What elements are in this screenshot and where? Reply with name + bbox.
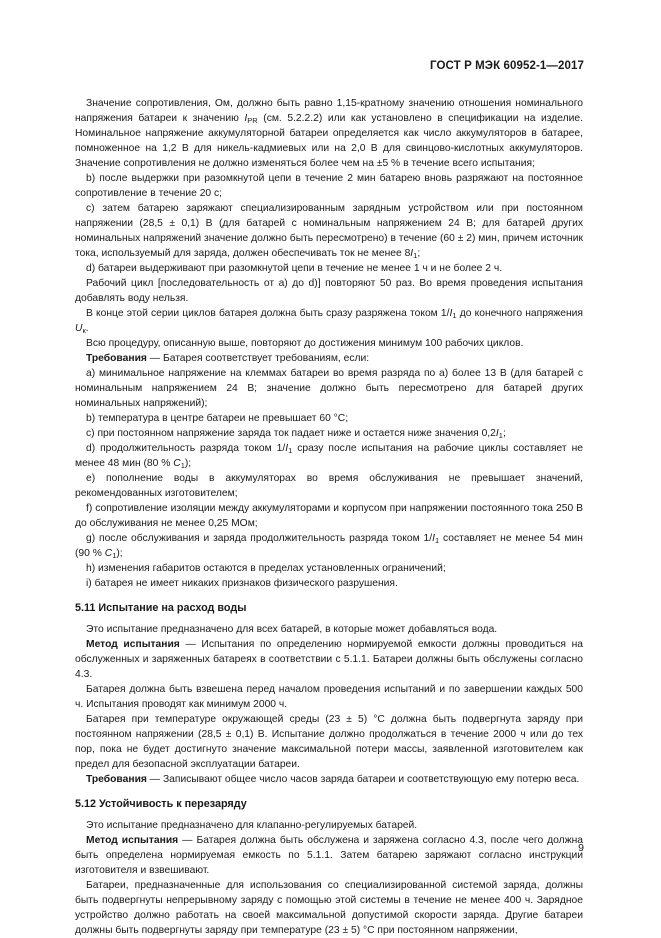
subscript: к bbox=[82, 326, 86, 335]
text-run: c) затем батарею заряжают специализированным зарядным устройством или при постоянном напряжении (28,5 ± 0,1) В (для батарей с номинальным напряжением 24 В; для батарей других номинальных напряжений значение должно быть пересмотрено) в течение (60 ± 2) мин, причем источник тока, используемый для заряда, должен обеспечивать ток не менее 8 bbox=[75, 203, 583, 259]
text-run: Значение сопротивления, Ом, должно быть равно 1,15-кратному значению отношения номинального напряжения батареи к значению bbox=[75, 98, 583, 124]
paragraph: Это испытание предназначено для всех батарей, в которые может добавляться вода. bbox=[86, 624, 498, 635]
subscript: PR bbox=[247, 116, 258, 125]
bold-term: Метод испытания bbox=[86, 835, 179, 846]
document-body bbox=[75, 96, 583, 938]
section-heading-5-12: 5.12 Устойчивость к перезаряду bbox=[75, 798, 247, 810]
subscript: 1 bbox=[180, 461, 185, 470]
text-run: составляет не менее 54 мин (90 % bbox=[75, 533, 583, 559]
symbol: I bbox=[449, 308, 453, 319]
document-header: ГОСТ Р МЭК 60952-1—2017 bbox=[430, 60, 584, 72]
text-run: ; bbox=[417, 248, 421, 259]
list-item: i) батарея не имеет никаких признаков физического разрушения. bbox=[86, 578, 398, 589]
paragraph bbox=[75, 637, 583, 682]
text-run: — Батарея соответствует требованиям, если: bbox=[146, 353, 370, 364]
list-item: f) сопротивление изоляции между аккумуляторами и корпусом при напряжении постоянного тока 250 В до обслуживания не менее 0,25 МОм; bbox=[75, 503, 583, 529]
paragraph bbox=[75, 96, 583, 171]
text-run: (см. 5.2.2.2) или как установлено в спецификации на изделие. Номинальное напряжение аккумуляторной батареи определяется как число аккумуляторов в батарее, помноженное на 1,2 В для никель-кадмиевых или на 2,0 В для свинцово-кислотных аккумуляторов. Значение сопротивления не должно изменяться более чем на ±5 % в течение всего испытания; bbox=[75, 113, 584, 169]
list-item bbox=[75, 201, 583, 261]
section-heading-5-11: 5.11 Испытание на расход воды bbox=[75, 602, 247, 614]
bold-term: Требования bbox=[86, 353, 147, 364]
list-item: d) батареи выдерживают при разомкнутой цепи в течение не менее 1 ч и не более 2 ч. bbox=[86, 263, 503, 274]
page-number: 9 bbox=[578, 842, 584, 854]
list-item: b) температура в центре батареи не превышает 60 °С; bbox=[86, 413, 349, 424]
text-run: d) продолжительность разряда током 1/ bbox=[86, 443, 286, 454]
paragraph: Всю процедуру, описанную выше, повторяют до достижения минимум 100 рабочих циклов. bbox=[86, 338, 524, 349]
bold-term: Метод испытания bbox=[86, 639, 180, 650]
text-run: ); bbox=[184, 458, 192, 469]
subscript: 1 bbox=[452, 311, 457, 320]
symbol: I bbox=[244, 113, 248, 124]
symbol: С bbox=[104, 548, 113, 559]
text-run: — Испытания по определению нормируемой емкости должны проводиться на обслуженных и заряженных батареях в соответствии с 5.1.1. Батареи должны быть обслужены согласно 4.3. bbox=[75, 639, 583, 680]
bold-term: Требования bbox=[86, 774, 147, 785]
paragraph bbox=[75, 306, 583, 336]
symbol: I bbox=[495, 428, 499, 439]
requirements-heading bbox=[75, 351, 583, 366]
list-item: e) пополнение воды в аккумуляторах во время обслуживания не превышает значений, рекомендованных изготовителем; bbox=[75, 473, 583, 499]
paragraph bbox=[75, 833, 583, 878]
paragraph: Рабочий цикл [последовательность от a) до d)] повторяют 50 раз. Во время проведения испытания добавлять воду нельзя. bbox=[75, 278, 583, 304]
list-item: a) минимальное напряжение на клеммах батареи во время разряда по a) более 13 В (для батарей с номинальным напряжением 24 В; значение должно быть пересмотрено для батарей других номинальных напряжений); bbox=[75, 368, 583, 409]
paragraph: Батарея при температуре окружающей среды (23 ± 5) °С должна быть подвергнута заряду при постоянном напряжении (28,5 ± 0,1) В. Испытание должно продолжаться в течение 2000 ч или до тех пор, пока не будет достигнуто значение максимальной потери массы, заявленной изготовителем как предел для безопасной эксплуатации батареи. bbox=[75, 714, 583, 770]
list-item bbox=[75, 531, 583, 561]
subscript: 1 bbox=[112, 551, 117, 560]
symbol: I bbox=[432, 533, 435, 544]
paragraph: Это испытание предназначено для клапанно-регулируемых батарей. bbox=[86, 820, 418, 831]
text-run: c) при постоянном напряжение заряда ток падает ниже и остается ниже значения 0,2 bbox=[86, 428, 496, 439]
list-item bbox=[75, 426, 583, 441]
text-run: g) после обслуживания и заряда продолжительность разряда током 1/ bbox=[86, 533, 433, 544]
symbol: U bbox=[75, 323, 83, 334]
text-run: — Записывают общее число часов заряда батареи и соответствующую ему потерю веса. bbox=[146, 774, 580, 785]
paragraph: Батареи, предназначенные для использования со специализированной системой заряда, должны быть подвергнуты непрерывному заряду с помощью этой системы в течение не менее 400 ч. Зарядное устройство должно работать на своей максимальной допустимой скорости заряда. Другие батареи должны быть подвергнуты заряду при температуре (23 ± 5) °С при постоянном напряжении, bbox=[75, 880, 583, 936]
list-item bbox=[75, 441, 583, 471]
text-run: . bbox=[85, 323, 89, 334]
subscript: 1 bbox=[413, 251, 418, 260]
list-item: b) после выдержки при разомкнутой цепи в течение 2 мин батарею вновь разряжают на постоянное сопротивление в течение 20 с; bbox=[75, 173, 583, 199]
subscript: 1 bbox=[288, 446, 293, 455]
subscript: 1 bbox=[498, 431, 503, 440]
paragraph bbox=[75, 772, 583, 787]
text-run: сразу после испытания на рабочие циклы составляет не менее 48 мин (80 % bbox=[75, 443, 583, 469]
text-run: — Батарея должна быть обслужена и заряжена согласно 4.3, после чего должна быть определена нормируемая емкость по 5.1.1. Затем батарею заряжают согласно инструкции изготовителя и взвешивают. bbox=[75, 835, 583, 876]
symbol: С bbox=[173, 458, 181, 469]
text-run: ); bbox=[116, 548, 123, 559]
subscript: 1 bbox=[434, 536, 440, 545]
text-run: ; bbox=[502, 428, 506, 439]
text-run: до конечного напряжения bbox=[456, 308, 584, 319]
text-run: В конце этой серии циклов батарея должна быть сразу разряжена током 1/ bbox=[86, 308, 450, 319]
list-item: h) изменения габаритов остаются в пределах установленных ограничений; bbox=[86, 563, 446, 574]
symbol: I bbox=[285, 443, 289, 454]
paragraph: Батарея должна быть взвешена перед началом проведения испытаний и по завершении каждых 500 ч. Испытания проводят как минимум 2000 ч. bbox=[75, 684, 583, 710]
symbol: I bbox=[410, 248, 414, 259]
